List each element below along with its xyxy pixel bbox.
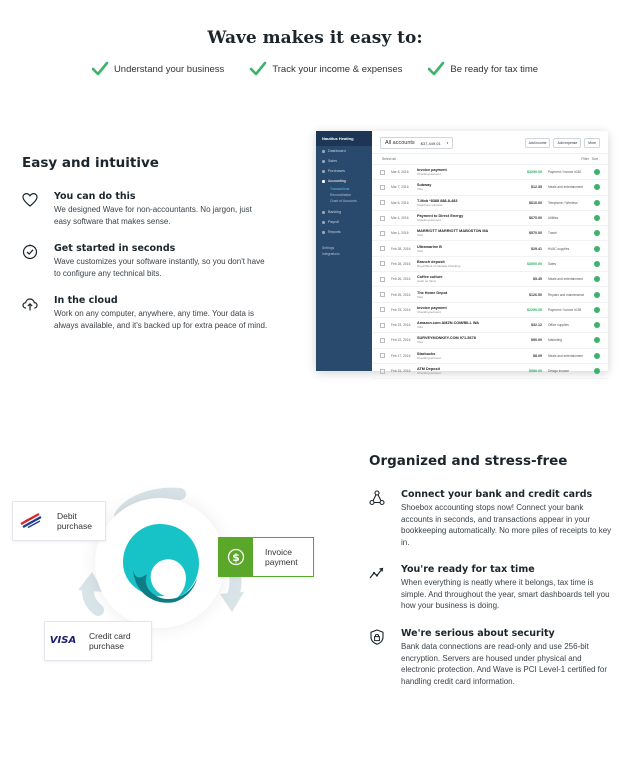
row-checkbox[interactable] [380, 185, 385, 190]
row-amount: $12.35 [531, 185, 542, 190]
row-checkbox[interactable] [380, 261, 385, 266]
feature-item [367, 628, 615, 687]
reviewed-check-icon[interactable] [594, 230, 600, 236]
svg-text:$: $ [232, 551, 240, 564]
row-amount: $570.00 [529, 231, 542, 236]
select-all-checkbox[interactable]: Select all [382, 157, 396, 161]
row-description: MARRIOTT MARRIOTT MABOSTON MA Visa [417, 229, 489, 238]
table-row[interactable] [372, 364, 608, 379]
row-description: ATM Deposit Checking account [417, 367, 441, 375]
dashboard-main [372, 131, 608, 375]
row-date: Feb 23, 2016 [391, 307, 411, 312]
dollar-icon [227, 548, 245, 566]
row-checkbox[interactable] [380, 277, 385, 282]
feature-text: When everything is neatly where it belongs, tax time is simple. And throughout the year, smart dashboards tell you how your business is doing. [401, 578, 610, 610]
sidebar-item-integrations[interactable]: Integrations [322, 252, 340, 256]
row-category[interactable]: Marketing [548, 338, 562, 343]
section-title-organized: Organized and stress-free [369, 453, 568, 469]
table-row[interactable] [372, 211, 608, 226]
check-label: Understand your business [113, 63, 225, 75]
row-description: Subway Visa [417, 183, 432, 192]
sort-button[interactable]: Sort [591, 157, 598, 161]
check-item [428, 62, 538, 76]
row-category[interactable]: Meals and entertainment [548, 185, 584, 190]
row-checkbox[interactable] [380, 200, 385, 205]
row-date: Mar 1, 2016 [391, 231, 409, 236]
row-amount: $610.00 [529, 200, 542, 205]
row-description: Amazon.com AMZN.COM/BILL WA Visa [417, 321, 480, 330]
row-date: Feb 17, 2016 [391, 353, 411, 358]
row-date: Feb 25, 2016 [391, 292, 411, 297]
feature-text: We designed Wave for non-accountants. No jargon, just easy software that makes sense. [54, 205, 252, 226]
row-date: Feb 15, 2016 [391, 369, 411, 373]
row-description: Branch deposit Royal Bank of Canada Checking [417, 259, 461, 268]
feature-item [367, 564, 615, 612]
feature-title: We're serious about security [401, 628, 555, 639]
section-title-easy: Easy and intuitive [22, 155, 159, 171]
reviewed-check-icon[interactable] [594, 276, 600, 282]
table-row[interactable] [372, 303, 608, 318]
row-category[interactable]: Design income [548, 369, 570, 373]
row-category[interactable]: HVAC supplies [548, 246, 570, 251]
heart-icon [22, 192, 38, 208]
credit-card-purchase-label: Credit card purchase [89, 631, 131, 651]
sidebar-item-sales[interactable]: Sales [316, 156, 372, 166]
table-row[interactable] [372, 349, 608, 364]
row-category[interactable]: Travel [548, 231, 557, 236]
table-row[interactable] [372, 333, 608, 348]
feature-title: Connect your bank and credit cards [401, 489, 593, 500]
table-row[interactable] [372, 226, 608, 241]
row-date: Feb 26, 2016 [391, 277, 411, 282]
wave-logo-icon [95, 498, 225, 628]
row-description: Starbucks Checking account [417, 351, 441, 360]
table-row[interactable] [372, 241, 608, 256]
reviewed-check-icon[interactable] [594, 307, 600, 313]
sidebar-item-accounting[interactable]: Accounting [316, 176, 372, 186]
feature-text: Shoebox accounting stops now! Connect your bank accounts in seconds, and transactions appear in your bookkeeping automatically. No more piles of receipts to key in. [401, 503, 612, 547]
reviewed-check-icon[interactable] [594, 322, 600, 328]
sidebar-subitem-transactions[interactable]: Transactions [330, 187, 350, 191]
row-date: Feb 28, 2016 [391, 246, 411, 251]
feature-text: Bank data connections are read-only and use 256-bit encryption. Servers are housed under physical and electronic protection. And Wave is PCI Level-1 certified for handling credit card information. [401, 642, 608, 686]
row-checkbox[interactable] [380, 246, 385, 251]
row-category[interactable]: Office supplies [548, 323, 569, 328]
row-date: Feb 22, 2016 [391, 338, 411, 343]
sidebar-item-payroll[interactable]: Payroll [316, 217, 372, 227]
row-checkbox[interactable] [380, 353, 385, 358]
row-category[interactable]: Utilities [548, 216, 559, 221]
bank-flag-icon [19, 512, 43, 530]
row-date: Mar 4, 2016 [391, 216, 409, 221]
sidebar-item-dashboard[interactable]: Dashboard [316, 146, 372, 156]
credit-card-purchase-card [44, 621, 152, 661]
row-date: Feb 23, 2016 [391, 323, 411, 328]
transaction-list [372, 165, 608, 379]
table-row[interactable] [372, 272, 608, 287]
reviewed-check-icon[interactable] [594, 368, 600, 374]
feature-item [20, 295, 270, 331]
reviewed-check-icon[interactable] [594, 200, 600, 206]
table-row[interactable] [372, 287, 608, 302]
row-amount: $3290.00 [527, 170, 542, 175]
row-category[interactable]: Sales [548, 261, 556, 266]
feature-title: Get started in seconds [54, 243, 176, 254]
dashboard-screenshot [316, 131, 608, 375]
table-header [372, 153, 608, 165]
sidebar-item-reports[interactable]: Reports [316, 227, 372, 237]
check-item [250, 62, 402, 76]
add-expense-button[interactable]: Add expense [553, 138, 581, 148]
feature-item [20, 243, 270, 279]
row-description: T-Mob *8388 888-8-483 Telephone wireless [417, 198, 458, 207]
business-name: Nautilus Heating [316, 131, 372, 146]
row-category[interactable]: Telephone / Wireless [548, 200, 578, 205]
reviewed-check-icon[interactable] [594, 261, 600, 267]
feature-title: You can do this [54, 191, 136, 202]
feature-title: In the cloud [54, 295, 118, 306]
sidebar-subitem-chart-of-accounts[interactable]: Chart of Accounts [330, 199, 357, 203]
feature-text: Wave customizes your software instantly, so you don't have to configure any technical bits. [54, 257, 265, 278]
reviewed-check-icon[interactable] [594, 337, 600, 343]
check-item [92, 62, 224, 76]
row-category[interactable]: Payment / Invoice #162 [548, 170, 582, 175]
hero-checklist [0, 62, 630, 76]
reviewed-check-icon[interactable] [594, 292, 600, 298]
table-row[interactable] [372, 318, 608, 333]
invoice-payment-card [218, 537, 314, 577]
shield-lock-icon [369, 629, 385, 645]
row-date: Mar 6, 2016 [391, 200, 409, 205]
visa-logo: VISA [49, 635, 77, 646]
debit-purchase-label: Debit purchase [57, 511, 92, 531]
invoice-payment-label: Invoice payment [265, 547, 298, 567]
table-row[interactable] [372, 165, 608, 180]
row-amount: $29.41 [531, 246, 542, 251]
row-description: Invoice payment Checking account [417, 168, 447, 177]
clock-check-icon [22, 244, 38, 260]
row-date: Mar 8, 2016 [391, 170, 409, 175]
network-icon [369, 490, 385, 506]
row-amount: $5.45 [533, 277, 542, 282]
checkmark-icon [92, 62, 108, 76]
row-description: Ultramarine B Visa [417, 244, 442, 253]
dashboard-sidebar [316, 131, 372, 371]
table-row[interactable] [372, 180, 608, 195]
row-category[interactable]: Repairs and maintenance [548, 292, 585, 297]
row-description: SURVEYMONKEY.COM 971-5678 Visa [417, 336, 476, 345]
reviewed-check-icon[interactable] [594, 169, 600, 175]
add-income-button[interactable]: Add income [525, 138, 551, 148]
check-label: Be ready for tax time [450, 63, 539, 75]
reviewed-check-icon[interactable] [594, 215, 600, 221]
row-checkbox[interactable] [380, 231, 385, 236]
reviewed-check-icon[interactable] [594, 184, 600, 190]
row-date: Feb 28, 2016 [391, 261, 411, 266]
row-amount: $90.00 [531, 338, 542, 343]
sidebar-subitem-reconciliation[interactable]: Reconciliation [330, 193, 352, 197]
account-select[interactable]: All accounts $37,449.01 ▾ [380, 137, 453, 149]
row-category[interactable]: Meals and entertainment [548, 353, 584, 358]
cloud-upload-icon [22, 296, 38, 312]
row-checkbox[interactable] [380, 369, 385, 374]
check-label: Track your income & expenses [272, 63, 403, 75]
row-amount: $8.09 [533, 353, 542, 358]
row-checkbox[interactable] [380, 170, 385, 175]
row-checkbox[interactable] [380, 338, 385, 343]
row-category[interactable]: Meals and entertainment [548, 277, 584, 282]
filter-button[interactable]: Filter [581, 157, 589, 161]
more-button[interactable]: More [584, 138, 600, 148]
feature-title: You're ready for tax time [401, 564, 535, 575]
reviewed-check-icon[interactable] [594, 353, 600, 359]
hero-title: Wave makes it easy to: [207, 28, 423, 48]
table-row[interactable] [372, 257, 608, 272]
feature-text: Work on any computer, anywhere, any time. Your data is always available, and it's backed up for extra peace of mind. [54, 309, 268, 330]
row-checkbox[interactable] [380, 216, 385, 221]
row-amount: $2290.00 [527, 307, 542, 312]
row-amount: $126.50 [529, 292, 542, 297]
row-description: Coffee culture Cash on hand [417, 275, 443, 284]
sidebar-item-purchases[interactable]: Purchases [316, 166, 372, 176]
table-row[interactable] [372, 196, 608, 211]
row-date: Mar 7, 2016 [391, 185, 409, 190]
row-category[interactable]: Payment / Invoice #155 [548, 307, 582, 312]
row-description: Invoice payment Checking account [417, 305, 447, 314]
feature-item [367, 489, 615, 548]
row-description: Payment to Direct Energy Checking account [417, 214, 464, 223]
checkmark-icon [250, 62, 266, 76]
checkmark-icon [428, 62, 444, 76]
debit-purchase-card [12, 501, 106, 541]
row-checkbox[interactable] [380, 307, 385, 312]
trend-line-icon [369, 565, 385, 581]
row-checkbox[interactable] [380, 292, 385, 297]
row-description: The Home Depot Visa [417, 290, 448, 299]
row-amount: $32.12 [531, 323, 542, 328]
row-amount: $670.00 [529, 216, 542, 221]
feature-item [20, 191, 270, 227]
sidebar-item-settings[interactable]: Settings [322, 246, 335, 250]
row-amount: $980.00 [529, 369, 542, 373]
sidebar-item-banking[interactable]: Banking [316, 207, 372, 217]
reviewed-check-icon[interactable] [594, 246, 600, 252]
wave-logo-circle [95, 498, 225, 628]
row-amount: $3000.00 [527, 261, 542, 266]
row-checkbox[interactable] [380, 323, 385, 328]
